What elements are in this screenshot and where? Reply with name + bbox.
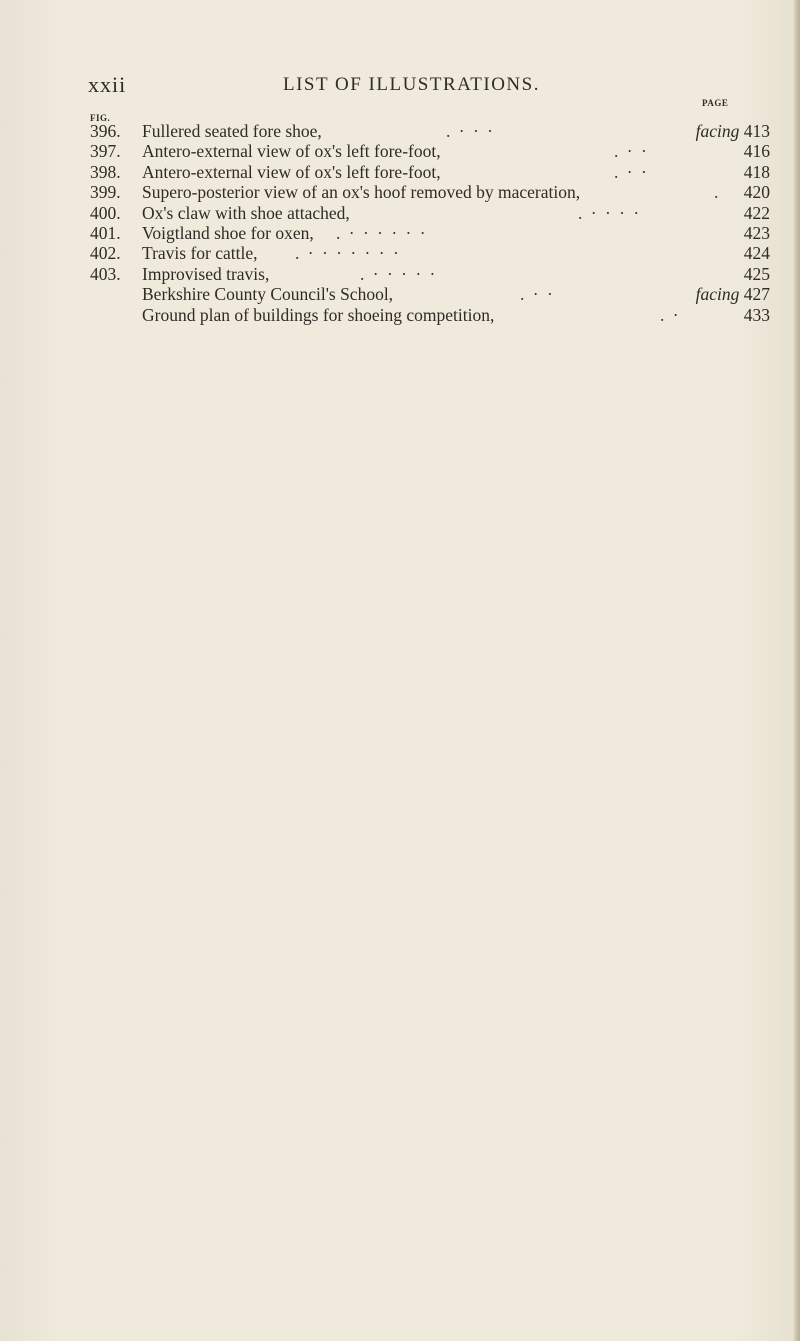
illustration-title: Travis for cattle, [142, 243, 258, 264]
dot-leaders: . · · · · [578, 202, 642, 223]
page-value: 413 [743, 121, 770, 141]
page-reference [744, 162, 770, 182]
page-reference [744, 305, 770, 325]
list-item [90, 223, 770, 243]
page-reference [696, 121, 770, 141]
page-value: 427 [743, 284, 770, 305]
page-header [0, 72, 800, 98]
dot-leaders: . · · [614, 141, 649, 162]
list-item [90, 141, 770, 161]
page-number: xxii [88, 72, 127, 97]
fig-number: 397. [90, 141, 121, 162]
illustration-title: Improvised travis, [142, 263, 270, 284]
fig-number: 398. [90, 161, 121, 182]
fig-number: 400. [90, 202, 121, 223]
fig-number: 396. [90, 121, 121, 141]
page-reference [744, 264, 770, 284]
illustration-title: Antero-external view of ox's left fore-foot, [142, 161, 441, 182]
illustration-title: Supero-posterior view of an ox's hoof removed by maceration, [142, 182, 581, 203]
dot-leaders: . · [660, 304, 681, 325]
list-item [90, 162, 770, 182]
page-column-label: PAGE [702, 98, 729, 108]
fig-column-label: FIG. [90, 113, 111, 123]
facing-label: facing [695, 121, 740, 141]
list-item [90, 203, 770, 223]
page-reference [744, 141, 770, 161]
page-value: 420 [743, 182, 770, 203]
list-item [90, 182, 770, 202]
fig-number: 403. [90, 263, 121, 284]
list-item [90, 284, 770, 304]
list-item [90, 243, 770, 263]
list-item [90, 121, 770, 141]
page-value: 422 [743, 202, 770, 223]
page-reference [744, 223, 770, 243]
dot-leaders: . · · · [446, 121, 495, 141]
fig-number: 402. [90, 243, 121, 264]
dot-leaders: . [714, 182, 721, 203]
illustration-list [90, 121, 770, 325]
page-value: 418 [743, 161, 770, 182]
illustration-title: Antero-external view of ox's left fore-foot, [142, 141, 441, 162]
page-value: 433 [743, 304, 770, 325]
fig-number: 401. [90, 222, 121, 243]
facing-label: facing [695, 284, 740, 305]
page-reference [696, 284, 770, 304]
page-reference [744, 203, 770, 223]
dot-leaders: . · · · · · [360, 263, 438, 284]
running-title: LIST OF ILLUSTRATIONS. [283, 74, 540, 95]
page-edge [794, 0, 800, 1341]
illustration-title: Fullered seated fore shoe, [142, 121, 322, 141]
illustration-title: Berkshire County Council's School, [142, 284, 394, 305]
dot-leaders: . · · [614, 161, 649, 182]
page-value: 423 [743, 222, 770, 243]
page-reference [744, 243, 770, 263]
list-item [90, 305, 770, 325]
dot-leaders: . · · · · · · · [295, 243, 401, 264]
fig-number: 399. [90, 182, 121, 203]
illustration-title: Ground plan of buildings for shoeing competition, [142, 304, 495, 325]
list-item [90, 264, 770, 284]
illustration-title: Voigtland shoe for oxen, [142, 222, 314, 243]
dot-leaders: . · · [520, 284, 555, 305]
page-value: 416 [743, 141, 770, 162]
illustration-title: Ox's claw with shoe attached, [142, 202, 350, 223]
page-reference [744, 182, 770, 202]
page-value: 425 [743, 263, 770, 284]
page-value: 424 [743, 243, 770, 264]
dot-leaders: . · · · · · · [336, 222, 428, 243]
